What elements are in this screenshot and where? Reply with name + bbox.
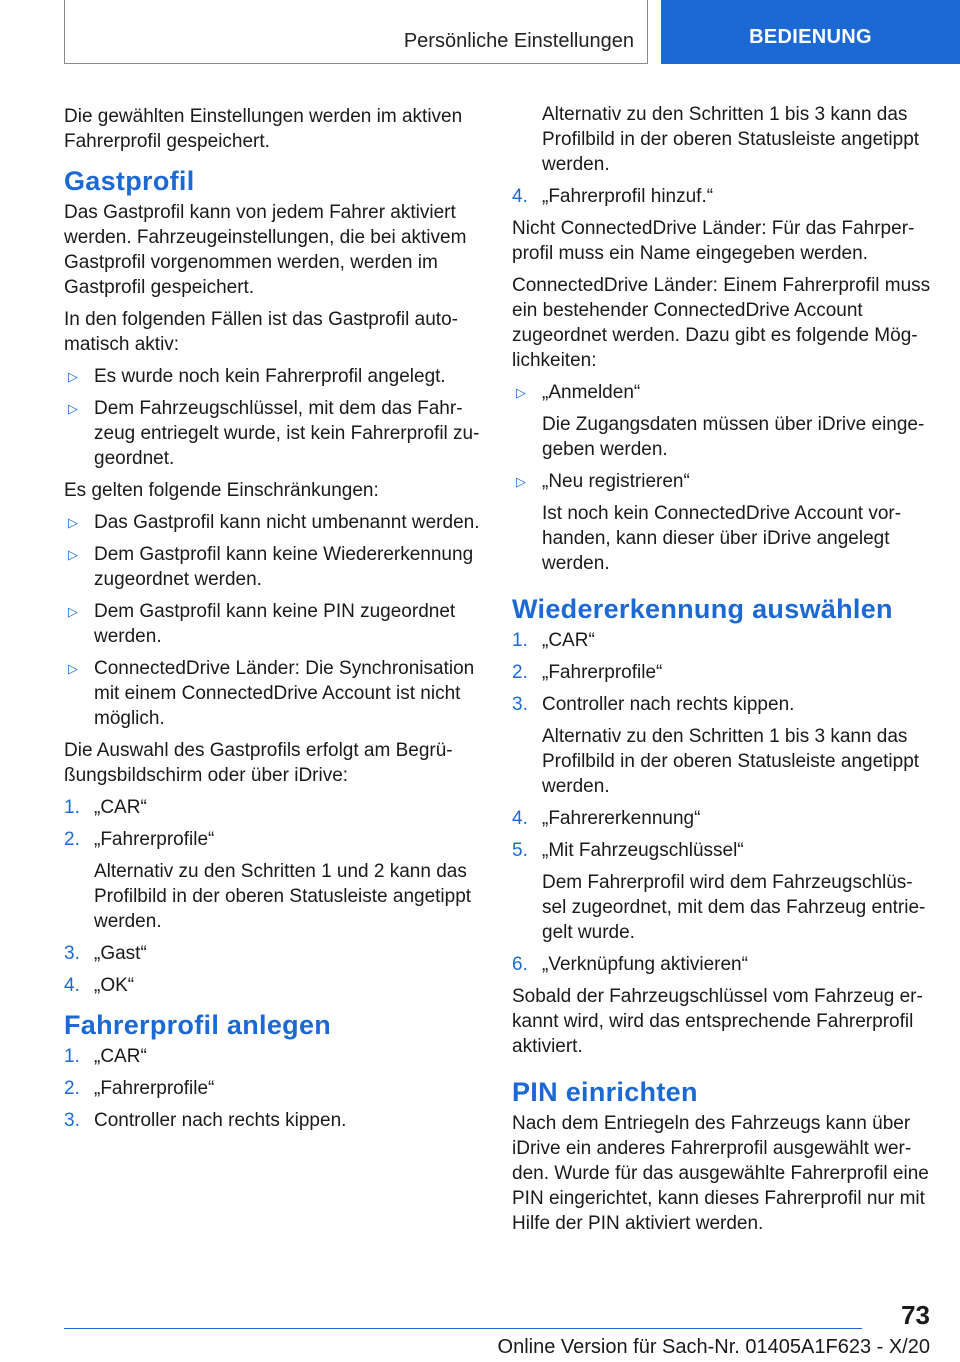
footer-online-version: Online Version für Sach-Nr. 01405A1F623 - X/20 [497, 1336, 930, 1358]
list-item: ▷ Dem Gastprofil kann keine PIN zugeordnet werden. [68, 601, 456, 647]
step-item: 4. „Fahrerprofil hinzuf.“ [512, 186, 714, 207]
step-number: 3. [512, 694, 528, 715]
bullet-triangle-icon: ▷ [68, 515, 78, 530]
gastprofil-restrictions-list [64, 510, 482, 731]
step-item: 4. „OK“ [64, 975, 135, 996]
step-number: 5. [512, 840, 528, 861]
step-note: Alternativ zu den Schritten 1 bis 3 kann das Profilbild in der oberen Statusleiste angetippt werden. [542, 104, 920, 175]
step-note: Alternativ zu den Schritten 1 und 2 kann das Profilbild in der oberen Statusleiste angetippt werden. [94, 861, 472, 932]
list-item: ▷ Dem Fahrzeugschlüssel, mit dem das Fahr-zeug entriegelt wurde, ist kein Fahrerprofil zu-geordnet. [68, 398, 480, 469]
right-column [512, 102, 932, 1243]
step-number: 3. [64, 1110, 80, 1131]
heading-gastprofil: Gastprofil [64, 166, 195, 196]
bullet-triangle-icon: ▷ [68, 604, 78, 619]
step-number: 1. [64, 797, 80, 818]
step-item: 2. „Fahrerprofile“ [512, 662, 663, 683]
anlegen-p1: Nicht ConnectedDrive Länder: Für das Fahrper-profil muss ein Name eingegeben werden. [512, 218, 915, 264]
bullet-triangle-icon: ▷ [516, 474, 526, 489]
step-note: Dem Fahrerprofil wird dem Fahrzeugschlüs-sel zugeordnet, mit dem das Fahrzeug entrie-gelt wurde. [542, 872, 926, 943]
step-item: 1. „CAR“ [64, 797, 147, 818]
list-item: ▷ Es wurde noch kein Fahrerprofil angelegt. [68, 366, 446, 387]
header-section-title: Persönliche Einstellungen [403, 30, 634, 52]
gastprofil-cases-list [64, 364, 482, 471]
header-chapter-tab [661, 0, 960, 64]
header-chapter-label: BEDIENUNG [749, 25, 872, 48]
wiedererkennung-steps-list [512, 628, 932, 977]
step-number: 2. [64, 1078, 80, 1099]
step-number: 4. [512, 186, 528, 207]
step-number: 3. [64, 943, 80, 964]
heading-wiedererkennung: Wiedererkennung auswählen [512, 594, 893, 624]
intro-paragraph: Die gewählten Einstellungen werden im aktiven Fahrerprofil gespeichert. [64, 106, 463, 152]
option-description: Ist noch kein ConnectedDrive Account vor-handen, kann dieser über iDrive angelegt werden. [542, 503, 902, 574]
step-number: 4. [512, 808, 528, 829]
bullet-triangle-icon: ▷ [68, 369, 78, 384]
anlegen-p2: ConnectedDrive Länder: Einem Fahrerprofil muss ein bestehender ConnectedDrive Account zugeordnet werden. Dazu gibt es folgende Mög-lichkeiten: [512, 275, 931, 371]
footer-rule [64, 1328, 862, 1329]
heading-fahrerprofil-anlegen: Fahrerprofil anlegen [64, 1010, 332, 1040]
step-number: 1. [512, 630, 528, 651]
anlegen-steps-cont-list [512, 184, 932, 209]
option-description: Die Zugangsdaten müssen über iDrive einge-geben werden. [542, 414, 925, 460]
step-item: 5. „Mit Fahrzeugschlüssel“ Dem Fahrerprofil wird dem Fahrzeugschlüs-sel zugeordnet, mit dem das Fahrzeug entrie-gelt wurde. [512, 838, 932, 945]
step-number: 2. [512, 662, 528, 683]
step-number: 6. [512, 954, 528, 975]
left-column [64, 104, 482, 1140]
step-note: Alternativ zu den Schritten 1 bis 3 kann das Profilbild in der oberen Statusleiste angetippt werden. [542, 726, 920, 797]
bullet-triangle-icon: ▷ [68, 547, 78, 562]
list-item: ▷ ConnectedDrive Länder: Die Synchronisation mit einem ConnectedDrive Account ist nicht möglich. [68, 658, 475, 729]
wiedererkennung-p1: Sobald der Fahrzeugschlüssel vom Fahrzeug er-kannt wird, wird das entsprechende Fahrerprofil aktiviert. [512, 986, 923, 1057]
step-number: 2. [64, 829, 80, 850]
list-item: ▷ Dem Gastprofil kann keine Wiedererkennung zugeordnet werden. [68, 544, 474, 590]
step-item: 6. „Verknüpfung aktivieren“ [512, 954, 748, 975]
bullet-triangle-icon: ▷ [68, 661, 78, 676]
list-item: ▷ Das Gastprofil kann nicht umbenannt werden. [68, 512, 480, 533]
pin-p1: Nach dem Entriegeln des Fahrzeugs kann über iDrive ein anderes Fahrerprofil ausgewählt wer-den. Wurde für das ausgewählte Fahrerprofil eine PIN eingerichtet, kann dieses Fahrerprofil nur mit Hilfe der PIN aktiviert werden. [512, 1113, 929, 1234]
list-item: ▷ „Anmelden“ Die Zugangsdaten müssen über iDrive einge-geben werden. [512, 380, 932, 462]
gastprofil-p3: Es gelten folgende Einschränkungen: [64, 480, 379, 501]
step-item: 3. „Gast“ [64, 943, 147, 964]
step-item: 2. „Fahrerprofile“ Alternativ zu den Schritten 1 und 2 kann das Profilbild in der oberen Statusleiste angetippt werden. [64, 827, 482, 934]
page-number: 73 [901, 1300, 930, 1330]
step-item: 2. „Fahrerprofile“ [64, 1078, 215, 1099]
list-item: ▷ „Neu registrieren“ Ist noch kein ConnectedDrive Account vor-handen, kann dieser über iDrive angelegt werden. [512, 469, 932, 576]
bullet-triangle-icon: ▷ [68, 401, 78, 416]
step-item: 3. Controller nach rechts kippen. [64, 1110, 347, 1131]
heading-pin-einrichten: PIN einrichten [512, 1077, 698, 1107]
step-item: 1. „CAR“ [512, 630, 595, 651]
step-number: 4. [64, 975, 80, 996]
step-item: 4. „Fahrererkennung“ [512, 808, 701, 829]
step-number: 1. [64, 1046, 80, 1067]
gastprofil-steps-list [64, 795, 482, 998]
connecteddrive-options-list [512, 380, 932, 576]
gastprofil-p4: Die Auswahl des Gastprofils erfolgt am Begrü-ßungsbildschirm oder über iDrive: [64, 740, 453, 786]
step-item: 1. „CAR“ [64, 1046, 147, 1067]
gastprofil-p2: In den folgenden Fällen ist das Gastprofil auto-matisch aktiv: [64, 309, 458, 355]
bullet-triangle-icon: ▷ [516, 385, 526, 400]
gastprofil-p1: Das Gastprofil kann von jedem Fahrer aktiviert werden. Fahrzeugeinstellungen, die bei aktivem Gastprofil vorgenommen werden, werden im Gastprofil gespeichert. [64, 202, 467, 298]
anlegen-steps-list [64, 1044, 482, 1133]
step-item: 3. Controller nach rechts kippen. Alternativ zu den Schritten 1 bis 3 kann das Profilbild in der oberen Statusleiste angetippt werden. [512, 692, 932, 799]
